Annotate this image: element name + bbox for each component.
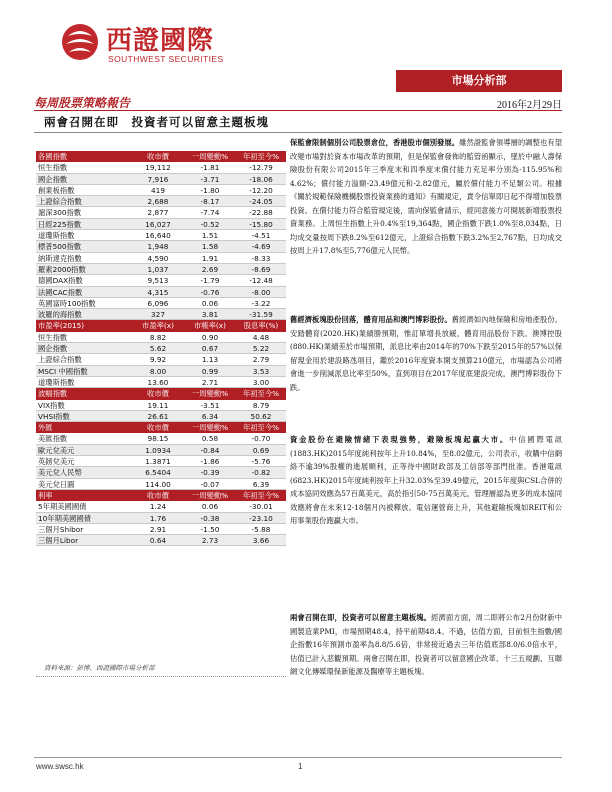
table-cell-value: -3.22	[251, 298, 271, 308]
table-cell-value: -15.80	[249, 219, 273, 229]
table-cell-value: 1.24	[149, 502, 167, 512]
table-cell-label: 美元兌人民幣	[38, 468, 82, 478]
page-number: 1	[298, 762, 303, 771]
table-cell-label: 上證綜合指數	[38, 197, 82, 207]
table-cell-value: 98.15	[147, 434, 169, 444]
table-row	[36, 513, 286, 524]
table-section-header	[36, 388, 286, 399]
table-cell-label: 各國指數	[38, 152, 68, 161]
commentary-paragraph	[290, 313, 562, 394]
table-row	[36, 230, 286, 241]
table-cell-value: 收市價	[147, 490, 169, 500]
table-cell-value: -1.86	[200, 457, 220, 467]
table-row	[36, 479, 286, 490]
table-cell-label: VIX指數	[38, 400, 65, 410]
section-banner: 市場分析部	[396, 70, 562, 92]
source-divider	[36, 676, 286, 677]
table-cell-label: 恒生指數	[38, 163, 68, 173]
table-cell-value: 327	[151, 310, 165, 320]
commentary-paragraph	[290, 611, 562, 679]
table-cell-value: 1.0934	[145, 445, 171, 455]
table-row	[36, 275, 286, 286]
table-cell-value: 1.51	[201, 231, 219, 241]
table-cell-label: 納斯達克指數	[38, 253, 82, 263]
table-row	[36, 298, 286, 309]
table-cell-label: 恒生指數	[38, 332, 68, 342]
table-row	[36, 411, 286, 422]
table-cell-value: 收市價	[147, 423, 169, 433]
table-row	[36, 253, 286, 264]
table-cell-label: 國企指數	[38, 344, 68, 354]
table-row	[36, 343, 286, 354]
table-cell-value: -30.01	[249, 502, 273, 512]
company-logo	[60, 18, 224, 70]
table-cell-label: 國企指數	[38, 174, 68, 184]
table-cell-label: VHSI指數	[38, 411, 70, 421]
table-row	[36, 445, 286, 456]
footer-divider	[34, 757, 562, 758]
table-cell-value: 13.60	[147, 377, 169, 387]
table-cell-value: 3.53	[252, 366, 270, 376]
table-row	[36, 524, 286, 535]
table-cell-value: 8.79	[252, 400, 270, 410]
table-cell-value: 1.13	[201, 355, 219, 365]
table-cell-value: -0.84	[200, 445, 220, 455]
table-cell-value: -0.52	[200, 219, 220, 229]
market-data-table	[36, 151, 286, 546]
paragraph-lead: 兩會召開在即，投資者可以留意主題板塊。	[290, 613, 432, 622]
table-cell-label: MSCI 中國指數	[38, 366, 88, 376]
table-cell-value: -1.80	[200, 185, 220, 195]
table-cell-value: 0.58	[201, 434, 219, 444]
paragraph-lead: 保監會限制個別公司股票倉位，香港股市個別發展。	[290, 138, 460, 147]
table-cell-value: 0.90	[201, 332, 219, 342]
table-cell-value: -1.79	[200, 276, 220, 286]
table-row	[36, 377, 286, 388]
table-cell-value: -8.69	[251, 264, 271, 274]
table-cell-value: 8.00	[149, 366, 167, 376]
table-row	[36, 400, 286, 411]
report-title: 每周股票策略報告	[34, 96, 131, 110]
table-cell-value: -12.79	[249, 163, 273, 173]
table-cell-value: 5.22	[252, 344, 270, 354]
table-section-header	[36, 422, 286, 433]
table-cell-value: 年初至今%	[242, 152, 280, 161]
table-cell-value: 收市價	[147, 389, 169, 399]
table-cell-value: 114.00	[145, 479, 171, 489]
footer-website: www.swsc.hk	[36, 762, 84, 771]
table-cell-label: 創業板指數	[38, 185, 75, 195]
table-cell-value: 50.62	[250, 411, 272, 421]
table-cell-value: -5.88	[251, 524, 271, 534]
table-cell-label: 道瓊斯指數	[38, 377, 75, 387]
commentary-paragraph	[290, 136, 562, 258]
page-headline: 兩會召開在即 投資者可以留意主題板塊	[44, 115, 269, 129]
table-cell-value: 0.69	[252, 445, 270, 455]
table-row	[36, 354, 286, 365]
table-cell-value: 6.5404	[145, 468, 171, 478]
table-cell-value: 2.69	[201, 264, 219, 274]
logo-mark-icon	[60, 22, 100, 62]
table-cell-value: 一周變動%	[191, 423, 229, 433]
table-cell-value: -24.05	[249, 197, 273, 207]
table-cell-value: 0.06	[201, 502, 219, 512]
table-cell-value: 1.91	[201, 253, 219, 263]
table-cell-value: -0.39	[200, 468, 220, 478]
table-cell-value: 0.99	[201, 366, 219, 376]
table-row	[36, 196, 286, 207]
table-cell-value: 2.79	[252, 355, 270, 365]
table-cell-value: -0.38	[200, 513, 220, 523]
table-cell-value: 419	[151, 185, 165, 195]
table-row	[36, 185, 286, 196]
table-cell-label: 日經225指數	[38, 219, 82, 229]
table-cell-value: -5.76	[251, 457, 271, 467]
report-date: 2016年2月29日	[497, 100, 562, 111]
table-cell-value: 26.61	[147, 411, 169, 421]
source-note: 資料來源：彭博、西證國際市場分析部	[44, 664, 155, 672]
table-cell-value: 1,037	[147, 264, 169, 274]
table-cell-value: 5.62	[149, 344, 167, 354]
table-cell-label: 三個月Shibor	[38, 524, 84, 534]
table-cell-label: 5年期美國國債	[38, 502, 87, 512]
table-cell-label: 美元兌日圓	[38, 479, 75, 489]
table-cell-value: -0.70	[251, 434, 271, 444]
table-cell-value: 1.76	[149, 513, 167, 523]
headline-divider	[34, 132, 562, 133]
table-cell-value: -31.59	[249, 310, 273, 320]
table-cell-label: 英國富時100指數	[38, 298, 96, 308]
table-row	[36, 456, 286, 467]
table-cell-label: 利率	[38, 490, 53, 500]
table-row	[36, 174, 286, 185]
table-cell-value: 9.92	[149, 355, 167, 365]
table-cell-value: -8.00	[251, 287, 271, 297]
table-row	[36, 287, 286, 298]
table-cell-value: -7.74	[200, 208, 220, 218]
table-cell-label: 三個月Libor	[38, 536, 79, 546]
table-cell-value: 0.67	[201, 344, 219, 354]
header-divider	[34, 110, 562, 111]
table-cell-value: 年初至今%	[242, 490, 280, 500]
table-cell-value: 2.91	[149, 524, 167, 534]
table-row	[36, 219, 286, 230]
table-row	[36, 207, 286, 218]
table-section-header	[36, 320, 286, 331]
table-cell-value: -18.06	[249, 174, 273, 184]
table-cell-label: 波幅指數	[38, 389, 68, 399]
table-cell-label: 外匯	[38, 423, 53, 433]
table-section-header	[36, 490, 286, 501]
table-cell-value: 4,590	[147, 253, 169, 263]
table-row	[36, 433, 286, 444]
table-cell-value: -3.51	[200, 400, 220, 410]
table-cell-value: 7,916	[147, 174, 169, 184]
logo-chinese-name: 西證國際	[106, 26, 215, 56]
table-cell-value: 一周變動%	[191, 490, 229, 500]
table-row	[36, 241, 286, 252]
table-cell-value: -12.20	[249, 185, 273, 195]
table-cell-value: 1,948	[147, 242, 169, 252]
paragraph-body: 雖然證監會領導層的調整也有望改變市場對於資本市場改革的預期，但是保監會發佈的監管函顯示，墜於中融人壽保險股份有限公司2015年三季度末和四季度末償付能力充足率分別為-115.95%和4.62%；償付能力溢額-23.49億元和-2.82億元，屬於償付能力不足類公司。根據《關於規範保險機構股票投資業務的通知》有關規定，責令信單即日起不得增加股票投資。在償付能力符合監管規定後，需向保監會請示，經同意後方可開展新增股票投資業務。上周恒生指數上升0.4%至19,364點，國企指數下跌1.0%至8,034點，日均成交量按周下跌8.2%至612億元，上證綜合指數下跌3.2%至2,767點，日均成交按周上升17.8%至5,776億元人民幣。	[290, 138, 563, 255]
table-cell-value: 19,112	[145, 163, 171, 173]
table-cell-value: 年初至今%	[242, 423, 280, 433]
table-cell-label: 美匯指數	[38, 434, 68, 444]
table-cell-value: -1.50	[200, 524, 220, 534]
table-cell-value: -0.76	[200, 287, 220, 297]
table-section-header	[36, 151, 286, 162]
table-cell-label: 上證綜合指數	[38, 355, 82, 365]
table-row	[36, 467, 286, 478]
table-cell-label: 羅素2000指數	[38, 264, 86, 274]
paragraph-body: 舊經濟如內地保險和房地產股份。安踏體育(2020.HK)業績勝預期，惟訂單增長放緩，體育用品股份下跌。澳博控股(880.HK)業績差於市場預期，派息比率由2014年的70%下跌至2015年的57%以保留現金用於建設路氹項目，鑑於2016年度資本開支預算210億元，市場認為公司將會進一步削減派息比率至50%，直到項目在2017年度底建設完成，澳門博彩股份下跌。	[290, 315, 563, 392]
paragraph-body: 中信國際電訊(1883.HK)2015年度純利按年上升10.84%，至8.02億元，公司表示，收購中信網絡不逾39%股權的進展順利，正等待中國財政部及工信部等部門批准。香港電訊(6823.HK)2015年度純利按年上升32.03%至39.49億元，2015年度與CSL合併的成本協同效應為57百萬美元，高於指引50-75百萬美元，管理層認為更多的成本協同效應將會在未來12-18個月內被釋放。電信運營商上升，其他避險板塊如REIT和公用事業股份跑贏大市。	[290, 435, 563, 525]
table-cell-value: 4.48	[252, 332, 270, 342]
table-cell-label: 歐元兌美元	[38, 445, 75, 455]
table-cell-value: -22.88	[249, 208, 273, 218]
table-cell-value: 0.64	[149, 536, 167, 546]
table-cell-value: -1.81	[200, 163, 220, 173]
table-row	[36, 162, 286, 173]
table-cell-value: -8.17	[200, 197, 220, 207]
table-cell-label: 道瓊斯指數	[38, 231, 75, 241]
table-cell-value: 一周變動%	[191, 389, 229, 399]
table-cell-value: 市盈率(x)	[142, 321, 174, 331]
table-cell-value: 6.34	[201, 411, 219, 421]
table-cell-value: -12.48	[249, 276, 273, 286]
table-cell-value: 16,027	[145, 219, 171, 229]
table-cell-value: 2,877	[147, 208, 169, 218]
table-cell-value: -0.07	[200, 479, 220, 489]
table-cell-value: -8.33	[251, 253, 271, 263]
table-cell-value: -4.51	[251, 231, 271, 241]
table-cell-value: -0.82	[251, 468, 271, 478]
table-cell-value: 16,640	[145, 231, 171, 241]
table-cell-label: 標普500指數	[38, 242, 82, 252]
table-cell-value: 4,315	[147, 287, 169, 297]
table-cell-label: 滬深300指數	[38, 208, 82, 218]
table-row	[36, 366, 286, 377]
table-cell-value: 3.81	[201, 310, 219, 320]
table-row	[36, 332, 286, 343]
table-cell-value: 9,513	[147, 276, 169, 286]
table-cell-label: 10年期美國國債	[38, 513, 92, 523]
table-cell-value: 6.39	[252, 479, 270, 489]
table-row	[36, 535, 286, 546]
paragraph-body: 經濟面方面，周二即將公布2月份財新中國製造業PMI，市場預期48.4，持平前期48.4。不過，估值方面，目前恒生指數/國企指數16年預測市盈率為8.8/5.6倍，非常接近過去三年估值底部8.0/6.0倍水平，估值已計入悲觀預期。兩會召開在即，投資者可以留意國企改革、十三五規劃、互聯網文化傳媒環保新能源及醫療等主題板塊。	[290, 613, 562, 676]
logo-english-name: SOUTHWEST SECURITIES	[108, 54, 224, 64]
table-cell-value: -23.10	[249, 513, 273, 523]
table-cell-value: 一周變動%	[191, 152, 229, 161]
table-cell-value: -4.69	[251, 242, 271, 252]
table-cell-value: -3.71	[200, 174, 220, 184]
table-cell-label: 市盈率(2015)	[38, 321, 85, 331]
table-cell-value: 19.11	[147, 400, 169, 410]
table-cell-value: 6,096	[147, 298, 169, 308]
table-cell-value: 市帳率(x)	[194, 321, 226, 331]
table-row	[36, 264, 286, 275]
table-cell-value: 年初至今%	[242, 389, 280, 399]
table-cell-value: 2,688	[147, 197, 169, 207]
table-cell-label: 波羅的海指數	[38, 310, 82, 320]
table-cell-value: 2.71	[201, 377, 219, 387]
table-cell-value: 收市價	[147, 152, 169, 161]
paragraph-lead: 資金股份在避險情緒下表現強勢，避險板塊起贏大市。	[290, 435, 510, 444]
table-cell-value: 3.66	[252, 536, 270, 546]
paragraph-lead: 舊經濟板塊股份回落，體育用品和澳門博彩股份。	[290, 315, 452, 324]
table-cell-value: 1.3871	[145, 457, 171, 467]
table-cell-value: 股息率(%)	[243, 321, 279, 331]
table-row	[36, 309, 286, 320]
table-row	[36, 501, 286, 512]
table-cell-label: 德國DAX指數	[38, 276, 83, 286]
table-cell-label: 法國CAC指數	[38, 287, 83, 297]
table-cell-value: 1.58	[201, 242, 219, 252]
table-cell-value: 0.06	[201, 298, 219, 308]
table-cell-label: 英鎊兌美元	[38, 457, 75, 467]
table-cell-value: 2.73	[201, 536, 219, 546]
table-cell-value: 3.00	[252, 377, 270, 387]
table-cell-value: 8.82	[149, 332, 167, 342]
commentary-paragraph	[290, 433, 562, 528]
